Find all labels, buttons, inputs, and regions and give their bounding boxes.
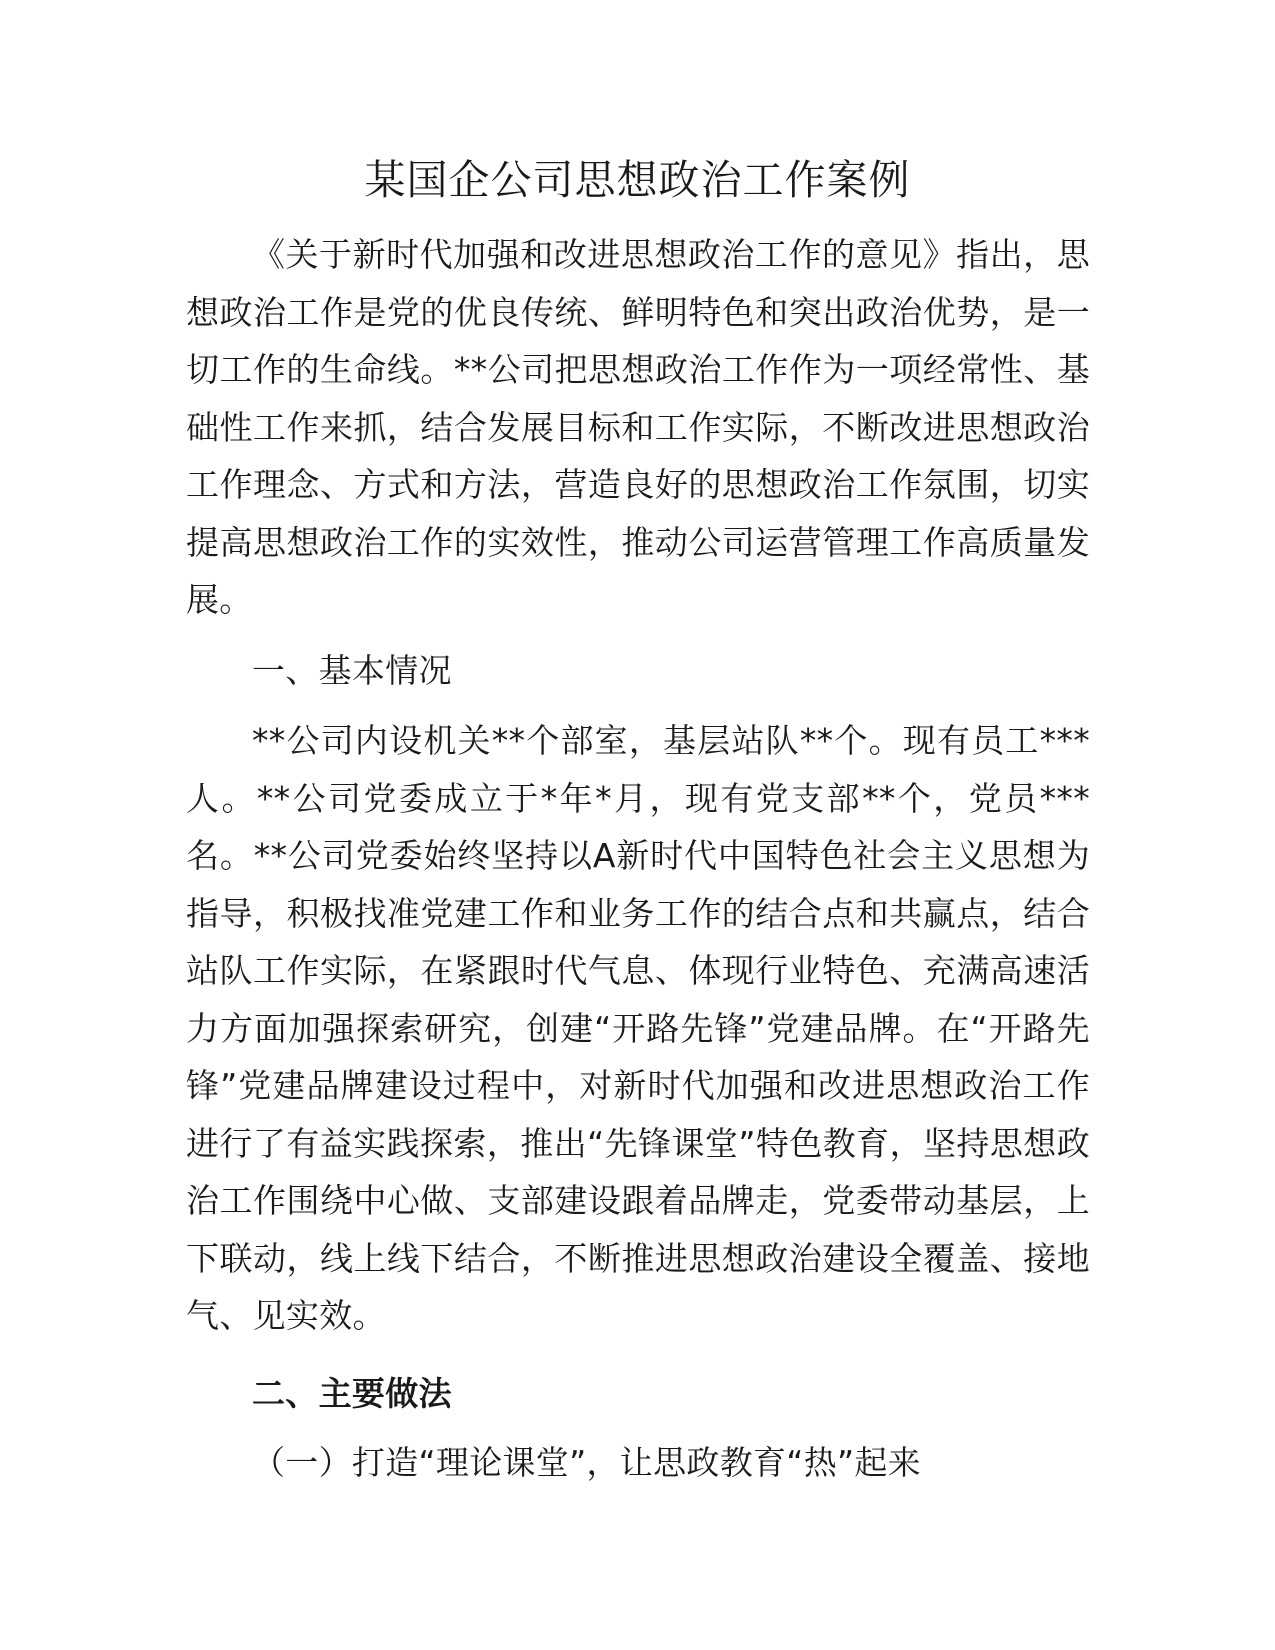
section-heading-basic-situation: 一、基本情况 — [252, 651, 452, 690]
document-title: 某国企公司思想政治工作案例 — [364, 156, 911, 204]
basic-situation-paragraph: **公司内设机关**个部室，基层站队**个。现有员工***人。**公司党委成立于*年*月，现有党支部**个，党员***名。**公司党委始终坚持以A新时代中国特色社会主义思想为指导，积极找准党建工作和业务工作的结合点和共赢点，结合站队工作实际，在紧跟时代气息、体现行业特色、充满高速活力方面加强探索研究，创建“开路先锋”党建品牌。在“开路先锋”党建品牌建设过程中，对新时代加强和改进思想政治工作进行了有益实践探索，推出“先锋课堂”特色教育，坚持思想政治工作围绕中心做、支部建设跟着品牌走，党委带动基层，上下联动，线上线下结合，不断推进思想政治建设全覆盖、接地气、见实效。 — [186, 721, 1090, 1335]
intro-paragraph: 《关于新时代加强和改进思想政治工作的意见》指出，思想政治工作是党的优良传统、鲜明特色和突出政治优势，是一切工作的生命线。**公司把思想政治工作作为一项经常性、基础性工作来抓，结合发展目标和工作实际，不断改进思想政治工作理念、方式和方法，营造良好的思想政治工作氛围，切实提高思想政治工作的实效性，推动公司运营管理工作高质量发展。 — [186, 235, 1090, 619]
section-heading-main-practices: 二、主要做法 — [252, 1374, 452, 1413]
subsection-heading-theory-classroom: （一）打造“理论课堂”，让思政教育“热”起来 — [252, 1443, 921, 1482]
